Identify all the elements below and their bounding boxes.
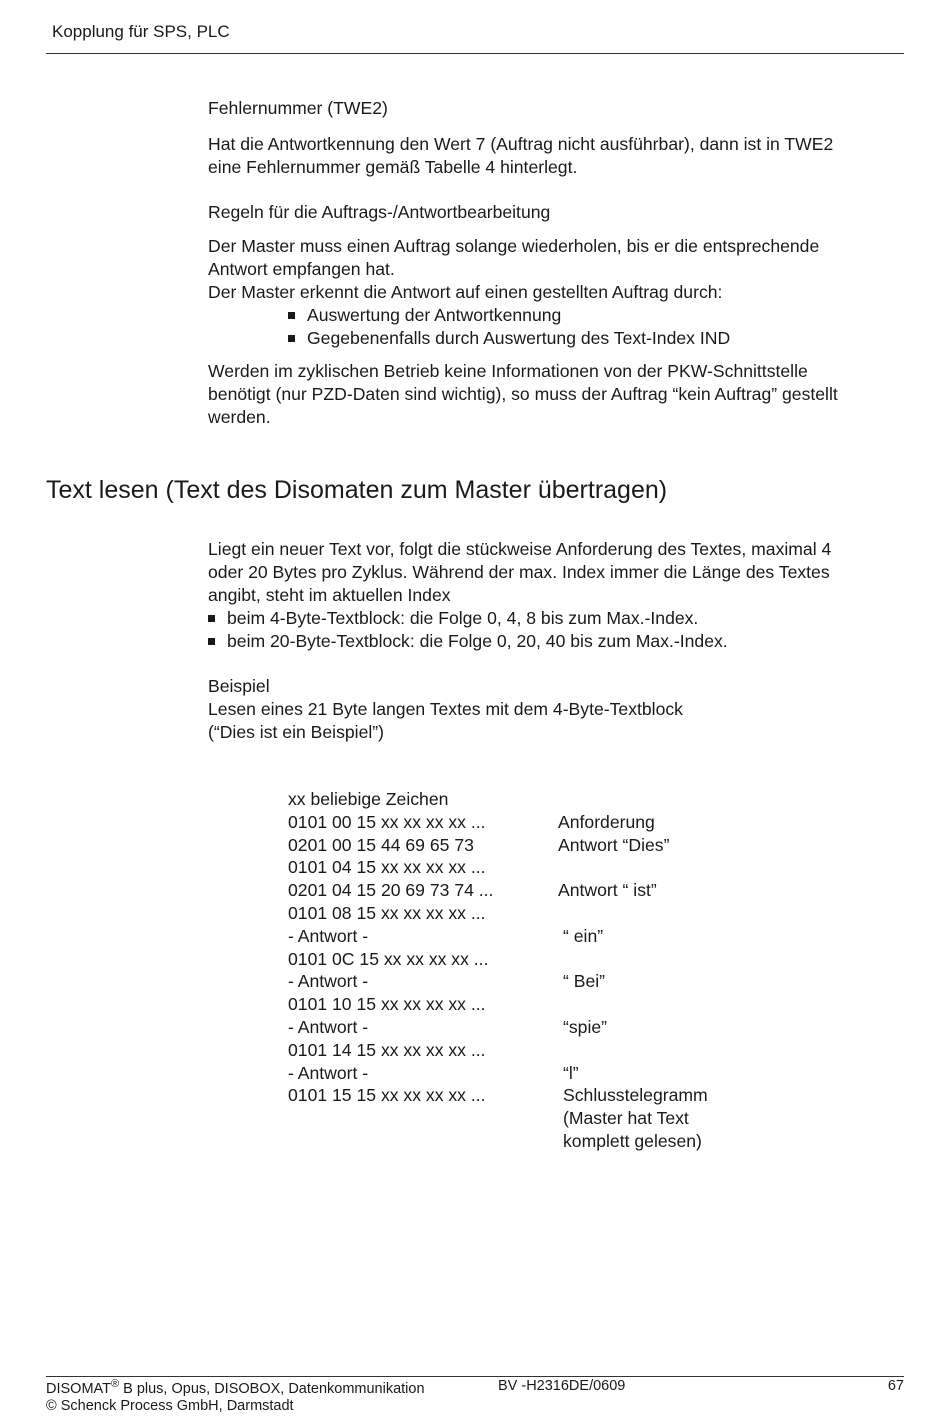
- intro-line-3: angibt, steht im aktuellen Index: [208, 585, 451, 605]
- example-row: [288, 993, 748, 1016]
- section-intro: [208, 538, 898, 653]
- footer-doc-number: BV -H2316DE/0609: [498, 1378, 626, 1394]
- bullet-square-icon: [208, 615, 215, 622]
- example-row: [288, 925, 748, 948]
- zyklisch-line-3: werden.: [208, 407, 271, 427]
- example-telegram: 0101 08 15 xx xx xx xx ...: [288, 902, 486, 923]
- intro-line-1: Liegt ein neuer Text vor, folgt die stückweise Anforderung des Textes, maximal 4: [208, 539, 832, 559]
- example-telegram: 0101 10 15 xx xx xx xx ...: [288, 994, 486, 1015]
- example-description: Antwort “ ist”: [558, 880, 657, 901]
- example-row: [288, 834, 748, 857]
- footer-page-number: 67: [887, 1378, 904, 1394]
- zyklisch-line-1: Werden im zyklischen Betrieb keine Informationen von der PKW-Schnittstelle: [208, 361, 808, 381]
- telegram-example: [288, 788, 748, 1153]
- example-row: [288, 1062, 748, 1085]
- example-row: [288, 1039, 748, 1062]
- example-description: “ Bei”: [563, 971, 606, 992]
- footer-product-suffix: B plus, Opus, DISOBOX, Datenkommunikation: [119, 1380, 425, 1397]
- example-description: Anforderung: [558, 811, 655, 832]
- example-telegram: - Antwort -: [288, 1062, 369, 1083]
- example-row: [288, 1016, 748, 1039]
- example-description: Antwort “Dies”: [558, 834, 670, 855]
- fehler-paragraph: [208, 133, 898, 179]
- example-telegram: 0101 00 15 xx xx xx xx ...: [288, 811, 486, 832]
- example-telegram: 0101 14 15 xx xx xx xx ...: [288, 1039, 486, 1060]
- fehler-line-1: Hat die Antwortkennung den Wert 7 (Auftrag nicht ausführbar), dann ist in TWE2: [208, 134, 834, 154]
- regeln-bullet-text: Auswertung der Antwortkennung: [307, 305, 562, 325]
- example-description: komplett gelesen): [563, 1130, 702, 1151]
- example-description: (Master hat Text: [563, 1108, 689, 1129]
- example-telegram: 0101 0C 15 xx xx xx xx ...: [288, 948, 489, 969]
- regeln-line-3: Der Master erkennt die Antwort auf einen gestellten Auftrag durch:: [208, 282, 723, 302]
- example-row: [288, 811, 748, 834]
- example-telegram: - Antwort -: [288, 1016, 369, 1037]
- example-telegram: - Antwort -: [288, 925, 369, 946]
- section-bullet-text: beim 4-Byte-Textblock: die Folge 0, 4, 8 bis zum Max.-Index.: [227, 608, 699, 628]
- example-row: [288, 1107, 748, 1130]
- example-description: Schlusstelegramm: [563, 1085, 708, 1106]
- example-telegram: 0201 00 15 44 69 65 73: [288, 834, 474, 855]
- header-title: Kopplung für SPS, PLC: [52, 22, 230, 41]
- regeln-line-1: Der Master muss einen Auftrag solange wiederholen, bis er die entsprechende: [208, 236, 820, 256]
- example-description: “l”: [563, 1062, 579, 1083]
- example-row: [288, 879, 748, 902]
- page-footer: [46, 1376, 904, 1414]
- regeln-line-2: Antwort empfangen hat.: [208, 259, 395, 279]
- example-row: [288, 1084, 748, 1107]
- bullet-square-icon: [288, 335, 295, 342]
- regeln-bullet: [208, 304, 898, 327]
- fehler-heading-text: Fehlernummer (TWE2): [208, 98, 388, 118]
- regeln-bullet-text: Gegebenenfalls durch Auswertung des Text-Index IND: [307, 328, 731, 348]
- example-heading: Beispiel: [208, 676, 270, 696]
- example-telegram: 0101 04 15 xx xx xx xx ...: [288, 857, 486, 878]
- example-line-1: Lesen eines 21 Byte langen Textes mit dem 4-Byte-Textblock: [208, 699, 683, 719]
- regeln-bullet: [208, 327, 898, 350]
- example-telegram: 0201 04 15 20 69 73 74 ...: [288, 880, 494, 901]
- footer-copyright: © Schenck Process GmbH, Darmstadt: [46, 1398, 294, 1414]
- section-bullet: [208, 607, 898, 630]
- footer-product: [46, 1378, 425, 1397]
- registered-mark: ®: [110, 1378, 120, 1390]
- example-line-2: (“Dies ist ein Beispiel”): [208, 722, 384, 742]
- section-title: Text lesen (Text des Disomaten zum Master übertragen): [46, 476, 668, 504]
- example-intro: [208, 675, 898, 744]
- example-telegram: 0101 15 15 xx xx xx xx ...: [288, 1085, 486, 1106]
- example-row: [288, 1130, 748, 1153]
- regeln-heading-text: Regeln für die Auftrags-/Antwortbearbeitung: [208, 202, 551, 222]
- fehler-line-2: eine Fehlernummer gemäß Tabelle 4 hinterlegt.: [208, 157, 578, 177]
- example-row: [288, 948, 748, 971]
- example-row: [288, 788, 748, 811]
- section-bullet: [208, 630, 898, 653]
- page-header: [46, 22, 904, 54]
- footer-product-prefix: DISOMAT: [46, 1380, 111, 1397]
- example-description: “spie”: [563, 1016, 607, 1037]
- example-description: “ ein”: [563, 925, 604, 946]
- example-row: [288, 902, 748, 925]
- bullet-square-icon: [288, 312, 295, 319]
- intro-line-2: oder 20 Bytes pro Zyklus. Während der max. Index immer die Länge des Textes: [208, 562, 830, 582]
- example-telegram: - Antwort -: [288, 971, 369, 992]
- example-row: [288, 856, 748, 879]
- zyklisch-paragraph: [208, 360, 898, 429]
- zyklisch-line-2: benötigt (nur PZD-Daten sind wichtig), so muss der Auftrag “kein Auftrag” gestellt: [208, 384, 838, 404]
- example-row: [288, 970, 748, 993]
- regeln-heading: [208, 201, 898, 224]
- fehler-heading: [208, 97, 898, 120]
- section-bullet-text: beim 20-Byte-Textblock: die Folge 0, 20, 40 bis zum Max.-Index.: [227, 631, 728, 651]
- regeln-paragraph: [208, 235, 898, 350]
- bullet-square-icon: [208, 638, 215, 645]
- example-telegram: xx beliebige Zeichen: [288, 789, 449, 809]
